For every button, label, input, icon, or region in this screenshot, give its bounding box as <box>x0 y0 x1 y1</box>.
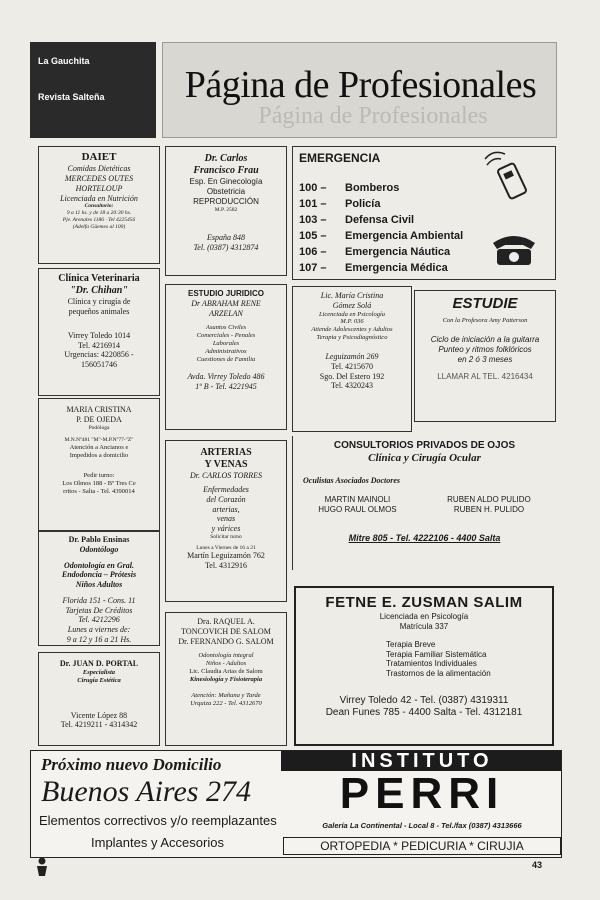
zusman-name: FETNE E. ZUSMAN SALIM <box>325 594 523 611</box>
frau-name: Francisco Frau <box>193 165 259 177</box>
arterias-line: Solicitar turno <box>210 533 242 540</box>
estudie-title: ESTUDIE <box>452 295 518 312</box>
ensinas-line: 9 a 12 y 16 a 21 Hs. <box>66 634 132 644</box>
gomez-line: M.P. 036 <box>340 318 364 326</box>
arterias-title: Y VENAS <box>204 459 248 471</box>
page-header <box>162 42 557 138</box>
ensinas-line: Lunes a viernes de: <box>67 625 131 634</box>
publication-block <box>30 42 156 138</box>
emergencia-number: 101 – <box>299 197 327 210</box>
perri-brand: PERRI <box>339 769 505 818</box>
frau-line: Obstetricia <box>206 187 246 197</box>
toncovich-line: Niños - Adultos <box>205 660 247 668</box>
ad-portal <box>38 652 160 746</box>
ensinas-line: Endodoncia – Prótesis <box>61 570 137 580</box>
arterias-line: del Corazón <box>206 494 246 504</box>
juridico-line: Dr ABRAHAM RENE <box>191 298 261 308</box>
frau-line: M.P. 2582 <box>214 206 238 213</box>
toncovich-line: Lic. Claudia Arias de Salom <box>189 668 263 676</box>
zusman-service: Tratamientos Individuales <box>386 659 477 669</box>
gomez-line: Sgo. Del Estero 192 <box>319 371 385 381</box>
gomez-line: Atiende Adolescentes y Adultos <box>311 326 393 334</box>
ensinas-name: Dr. Pablo Ensinas <box>68 535 130 544</box>
ad-instituto-perri <box>30 750 562 858</box>
perri-services: ORTOPEDIA * PEDICURIA * CIRUJIA <box>283 837 561 855</box>
frau-name: Dr. Carlos <box>204 153 248 164</box>
perri-galeria: Galería La Continental - Local 8 - Tel./fax (0387) 4313666 <box>322 821 522 830</box>
daiet-line: Comidas Dietéticas <box>67 164 131 174</box>
toncovich-line: Urquiza 222 - Tel. 4312670 <box>190 699 262 707</box>
toncovich-line: Odontología integral <box>198 652 254 660</box>
arterias-title: ARTERIAS <box>200 447 252 458</box>
estudie-line: en 2 ó 3 meses <box>457 354 513 364</box>
emergencia-number: 100 – <box>299 181 327 194</box>
daiet-line: HORTELOUP <box>75 183 123 193</box>
gomez-line: Leguizamón 269 <box>325 352 379 362</box>
zusman-address: Virrey Toledo 42 - Tel. (0387) 4319311 <box>339 694 509 706</box>
ensinas-line: Odontólogo <box>79 544 119 554</box>
ad-veterinaria <box>38 268 160 396</box>
gomez-line: Tel. 4215670 <box>330 361 374 371</box>
ojos-doctor: RUBEN ALDO PULIDO <box>447 495 531 505</box>
frau-line: España 848 <box>207 233 245 243</box>
daiet-line: Consultorio: <box>84 203 114 210</box>
ojeda-line: MARIA CRISTINA <box>66 405 132 414</box>
ensinas-line: Tel. 4212296 <box>78 615 120 625</box>
ojos-doctor: HUGO RAUL OLMOS <box>318 505 397 515</box>
ojeda-line: P. DE OJEDA <box>76 414 122 424</box>
toncovich-line: TONCOVICH DE SALOM <box>181 626 271 636</box>
ojos-oculistas: Oculistas Asociados Doctores <box>303 475 401 485</box>
emergencia-number: 107 – <box>299 261 327 274</box>
daiet-line: (Adelfa Güemes al 100) <box>72 223 126 230</box>
zusman-address: Dean Funes 785 - 4400 Salta - Tel. 4312181 <box>325 706 523 718</box>
ad-ojeda <box>38 398 160 532</box>
ojeda-line: M.N.Nº481 "M"-M.P.Nº77-"Z" <box>64 437 134 444</box>
emergencia-label: Defensa Civil <box>345 213 415 226</box>
toncovich-line: Dr. FERNANDO G. SALOM <box>178 636 274 646</box>
ad-toncovich <box>165 612 287 746</box>
portal-line: Tel. 4219211 - 4314342 <box>60 720 138 730</box>
ad-ensinas <box>38 530 160 646</box>
emergencia-row <box>299 212 549 228</box>
emergencia-label: Bomberos <box>345 181 400 194</box>
vet-line: Clínica y cirugía de <box>67 297 131 307</box>
arterias-line: arterias, <box>212 504 240 514</box>
ad-zusman <box>294 586 554 746</box>
daiet-line: MERCEDES OUTES <box>64 174 134 184</box>
arterias-line: Tel. 4312916 <box>204 561 248 571</box>
perri-implants: Implantes y Accesorios <box>91 835 224 850</box>
ensinas-line: Florida 151 - Cons. 11 <box>62 595 136 605</box>
portal-name: Dr. JUAN D. PORTAL <box>59 659 139 668</box>
emergencia-number: 106 – <box>299 245 327 258</box>
daiet-line: Licenciada en Nutrición <box>60 193 138 203</box>
ad-arterias-venas <box>165 440 287 602</box>
ad-estudie <box>414 290 556 422</box>
ad-gomez-sola <box>292 286 412 432</box>
ojos-subtitle: Clínica y Cirugía Ocular <box>368 452 481 465</box>
emergencia-label: Emergencia Ambiental <box>345 229 464 242</box>
emergencia-label: Emergencia Médica <box>345 261 448 274</box>
emergencia-label: Policía <box>345 197 381 210</box>
ad-frau <box>165 146 287 276</box>
estudie-phone: LLAMAR AL TEL. 4216434 <box>437 372 533 382</box>
daiet-name: DAIET <box>81 151 117 163</box>
perri-elements: Elementos correctivos y/o reemplazantes <box>39 813 277 828</box>
ojeda-line: Pedir turno: <box>83 471 115 479</box>
gomez-line: Tel. 4320243 <box>330 381 374 391</box>
ojos-title: CONSULTORIOS PRIVADOS DE OJOS <box>333 440 516 451</box>
zusman-service: Trastornos de la alimentación <box>386 669 491 679</box>
zusman-service: Terapia Familiar Sistemática <box>386 649 487 659</box>
juridico-line: Administrativos <box>205 348 247 356</box>
juridico-line: Comerciales - Penales <box>196 332 256 340</box>
ojos-doctor: MARTIN MAINOLI <box>324 495 391 505</box>
arterias-line: Lunes a Viernes de 16 a 21 <box>196 544 256 551</box>
ojos-doctors <box>293 495 556 515</box>
ensinas-line: Odontología en Gral. <box>63 560 134 570</box>
portal-line: Cirugía Estética <box>77 676 121 684</box>
cellphone-icon <box>483 151 539 201</box>
toncovich-line: Atención: Mañana y Tarde <box>191 691 261 699</box>
daiet-line: 9 a 11 hs. y de 18 a 20:30 hs. <box>66 210 132 217</box>
arterias-line: Dr. CARLOS TORRES <box>189 471 263 481</box>
juridico-line: 1º B - Tel. 4221945 <box>195 381 257 391</box>
perri-next-address: Buenos Aires 274 <box>41 775 251 808</box>
toncovich-line: Kinesiología y Fisioterapia <box>189 676 263 684</box>
header-ghost-title: Página de Profesionales <box>258 103 488 129</box>
telephone-icon <box>489 231 539 269</box>
publication-subtitle: Revista Salteña <box>38 92 105 102</box>
emergencia-label: Emergencia Náutica <box>345 245 451 258</box>
vet-line: pequeños animales <box>68 307 130 317</box>
page-number: 43 <box>532 860 543 870</box>
gomez-line: Licenciada en Psicología <box>318 310 386 318</box>
ensinas-line: Niños Adultos <box>75 580 123 589</box>
juridico-line: Asuntos Civiles <box>205 324 247 332</box>
zusman-service: Terapia Breve <box>386 639 436 649</box>
toncovich-line: Dra. RAQUEL A. <box>197 617 255 626</box>
ojeda-line: rritos - Salta - Tel. 4390014 <box>63 487 135 495</box>
ensinas-line: Tarjetas De Créditos <box>65 605 133 615</box>
zusman-line: Licenciada en Psicología <box>379 612 469 622</box>
perri-instituto: INSTITUTO <box>351 750 493 772</box>
gaucho-logo-icon <box>34 856 50 878</box>
ojeda-line: Impedidos a domicilio <box>69 451 129 459</box>
zusman-services <box>296 640 552 679</box>
juridico-line: Laborales <box>212 340 240 348</box>
emergencia-title: EMERGENCIA <box>299 151 381 165</box>
vet-name: Clínica Veterinaria <box>58 273 140 284</box>
frau-line: REPRODUCCIÓN <box>193 196 259 206</box>
juridico-line: Cuestiones de Familia <box>196 355 256 363</box>
ad-consultorios-ojos <box>292 436 556 570</box>
ojeda-line: Podóloga <box>88 424 110 431</box>
juridico-title: ESTUDIO JURIDICO <box>187 289 264 298</box>
emergencia-number: 103 – <box>299 213 327 226</box>
arterias-line: venas <box>216 514 236 524</box>
portal-line: Vicente López 88 <box>70 710 128 720</box>
gomez-line: Gómez Solá <box>332 300 372 310</box>
gomez-line: Terapia y Psicodiagnóstico <box>316 334 388 342</box>
frau-line: Esp. En Ginecología <box>189 177 263 187</box>
ojeda-line: Atención a Ancianos e <box>69 443 129 451</box>
arterias-line: Martín Leguizamón 762 <box>187 551 265 561</box>
ojos-doctor: RUBEN H. PULIDO <box>453 505 525 515</box>
daiet-line: Pje. Arenales 1186 · Tel 4225456 <box>62 216 136 223</box>
juridico-line: ARZELAN <box>209 308 243 318</box>
arterias-line: y várices <box>211 524 241 534</box>
emergencia-number: 105 – <box>299 229 327 242</box>
ad-emergencia <box>292 146 556 280</box>
gomez-line: Lic. María Cristina <box>320 291 384 300</box>
vet-line: "Dr. Chihan" <box>70 285 128 297</box>
frau-line: Tel. (0387) 4312874 <box>193 243 259 253</box>
portal-line: Especialista <box>82 668 116 676</box>
vet-line: Urgencias: 4220856 - <box>64 350 134 360</box>
estudie-line: Con la Profesora Amy Patterson <box>442 317 528 325</box>
vet-line: Virrey Toledo 1014 <box>67 330 131 340</box>
vet-line: 156051746 <box>81 360 117 370</box>
ojeda-line: Los Olmos 188 - Bº Tres Ce <box>62 479 136 487</box>
ad-estudio-juridico <box>165 284 287 430</box>
page-title: Página de Profesionales <box>184 64 537 106</box>
estudie-line: Ciclo de iniciación a la guitarra <box>430 335 540 345</box>
estudie-line: Punteo y ritmos folklóricos <box>438 344 532 354</box>
ojos-address: Mitre 805 - Tel. 4222106 - 4400 Salta <box>348 532 501 543</box>
juridico-line: Avda. Virrey Toledo 486 <box>187 371 265 381</box>
arterias-line: Enfermedades <box>203 485 249 495</box>
vet-line: Tel. 4216914 <box>77 340 121 350</box>
zusman-line: Matrícula 337 <box>399 622 449 632</box>
ad-daiet <box>38 146 160 264</box>
publication-name: La Gauchita <box>38 56 90 66</box>
perri-next-address-label: Próximo nuevo Domicilio <box>41 755 222 774</box>
